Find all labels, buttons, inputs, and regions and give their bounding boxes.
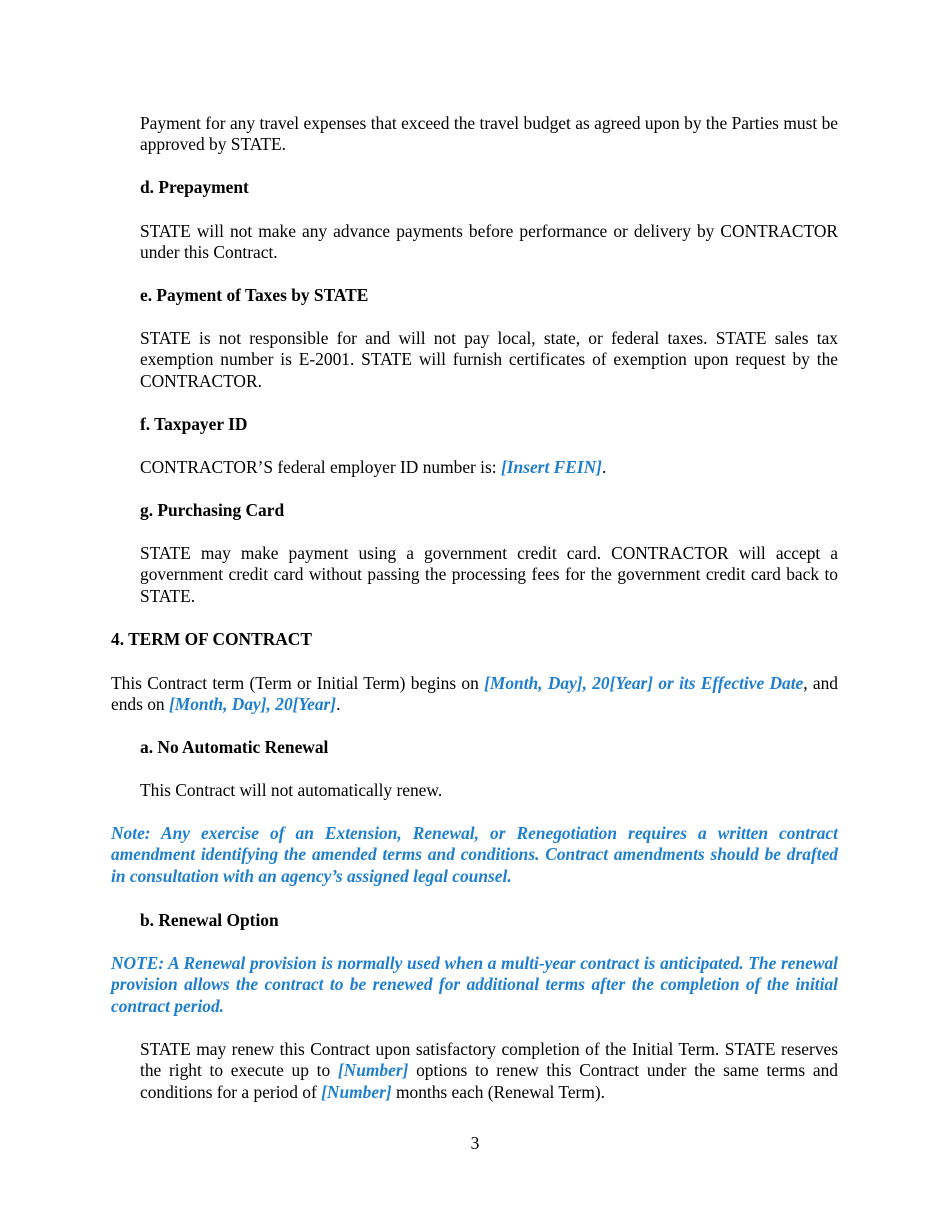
prepayment-paragraph: STATE will not make any advance payments before performance or delivery by CONTRACTOR under this Contract. (140, 221, 838, 263)
taxes-heading: e. Payment of Taxes by STATE (140, 285, 369, 305)
prepayment-heading: d. Prepayment (140, 177, 249, 197)
renewal-note: NOTE: A Renewal provision is normally used when a multi-year contract is anticipated. The renewal provision allows the contract to be renewed for additional terms after the completion of the initial contract period. (111, 953, 838, 1016)
term-text-start: This Contract term (Term or Initial Term) begins on (111, 673, 485, 693)
renewal-months-number-placeholder: [Number] (321, 1081, 392, 1102)
renewal-options-number-placeholder: [Number] (337, 1060, 409, 1081)
no-automatic-renewal-heading: a. No Automatic Renewal (140, 737, 329, 757)
amendment-note: Note: Any exercise of an Extension, Renewal, or Renegotiation requires a written contract amendment identifying the amended terms and conditions. Contract amendments should be drafted in consultation with an agency’s assigned legal counsel. (111, 823, 838, 886)
renewal-paragraph (140, 1039, 838, 1103)
fein-placeholder: [Insert FEIN] (500, 457, 602, 477)
term-of-contract-heading: 4. TERM OF CONTRACT (111, 629, 312, 649)
renewal-option-heading: b. Renewal Option (140, 910, 279, 930)
taxpayer-id-paragraph (140, 457, 838, 478)
renewal-text-3: months each (Renewal Term). (391, 1081, 605, 1102)
term-text-middle: , and ends on (111, 673, 838, 715)
renewal-text-1: STATE may renew this Contract upon satisfactory completion of the Initial Term. STATE reserves the right to execute up to (140, 1039, 838, 1081)
purchasing-card-paragraph: STATE may make payment using a government credit card. CONTRACTOR will accept a government credit card without passing the processing fees for the government credit card back to STATE. (140, 543, 838, 606)
taxpayer-text: CONTRACTOR’S federal employer ID number is: (140, 457, 501, 477)
travel-expenses-paragraph: Payment for any travel expenses that exceed the travel budget as agreed upon by the Parties must be approved by STATE. (140, 113, 838, 155)
taxes-paragraph: STATE is not responsible for and will not pay local, state, or federal taxes. STATE sales tax exemption number is E-2001. STATE will furnish certificates of exemption upon request by the CONTRACTOR. (140, 328, 838, 391)
taxpayer-id-heading: f. Taxpayer ID (140, 414, 248, 434)
purchasing-card-heading: g. Purchasing Card (140, 500, 285, 520)
no-automatic-renewal-paragraph: This Contract will not automatically renew. (140, 780, 443, 800)
page-number: 3 (470, 1133, 480, 1153)
taxpayer-period: . (601, 457, 607, 477)
term-period: . (336, 694, 341, 715)
term-end-date-placeholder: [Month, Day], 20[Year] (168, 694, 337, 715)
term-paragraph (111, 673, 838, 716)
term-start-date-placeholder: [Month, Day], 20[Year] or its Effective Date (484, 673, 804, 693)
renewal-text-2: options to renew this Contract under the same terms and conditions for a period of (140, 1060, 838, 1102)
